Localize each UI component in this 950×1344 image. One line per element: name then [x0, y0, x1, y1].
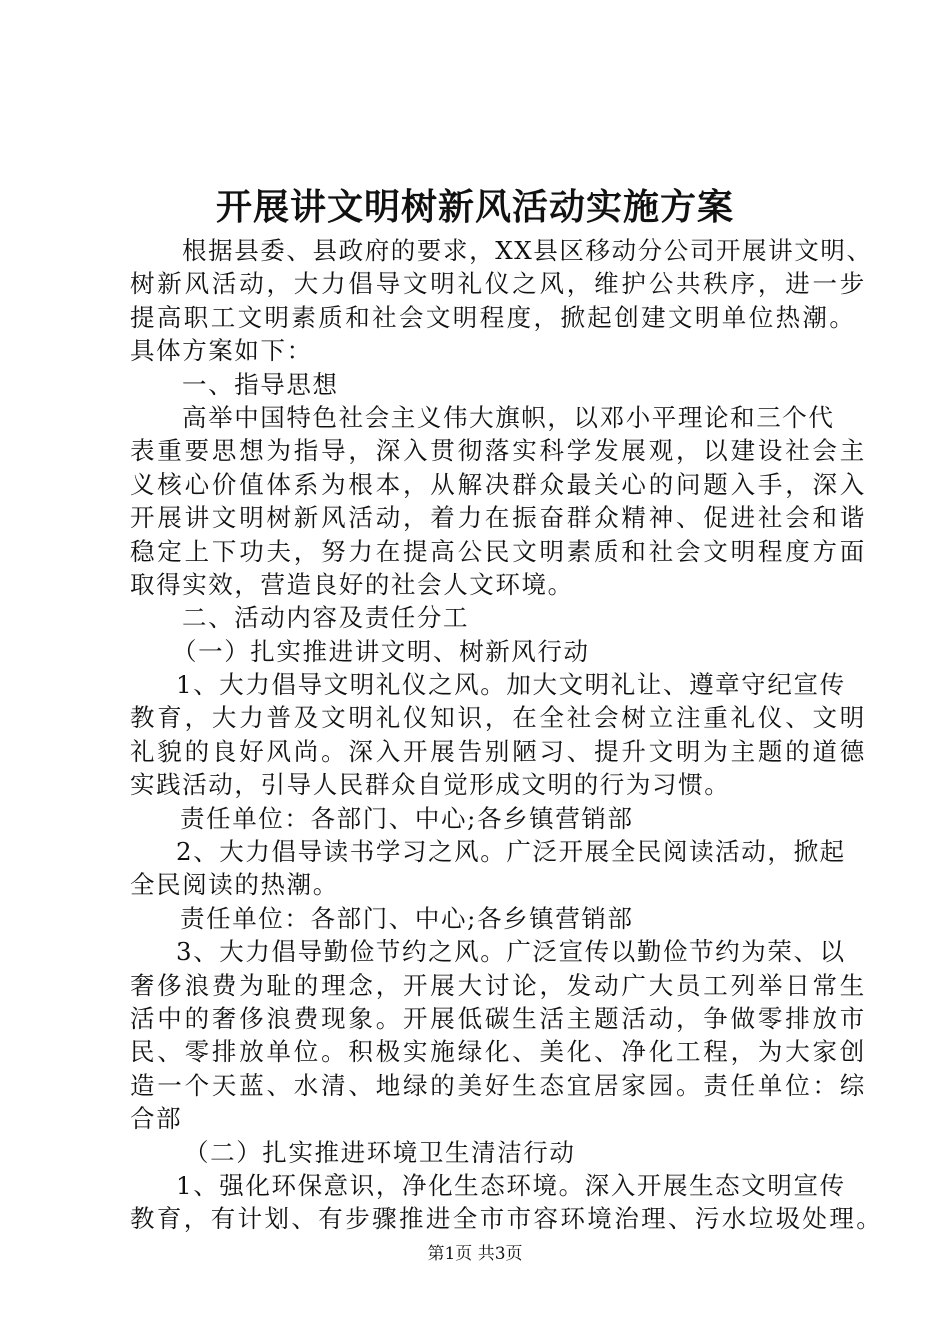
- section-heading: 一、指导思想: [182, 369, 339, 399]
- paragraph-line: 表重要思想为指导，深入贯彻落实科学发展观，以建设社会主: [130, 436, 868, 466]
- subsection-heading: （一）扎实推进讲文明、树新风行动: [172, 636, 590, 666]
- paragraph-line: 造一个天蓝、水清、地绿的美好生态宜居家园。责任单位：综: [130, 1070, 868, 1100]
- paragraph-line: 1、大力倡导文明礼仪之风。加大文明礼让、遵章守纪宣传: [176, 670, 846, 700]
- document-title: 开展讲文明树新风活动实施方案: [215, 186, 734, 228]
- paragraph-line: 合部: [130, 1104, 183, 1134]
- page-number: 第1页 共3页: [427, 1244, 523, 1264]
- responsibility-line: 责任单位：各部门、中心;各乡镇营销部: [180, 803, 634, 833]
- paragraph-line: 活中的奢侈浪费现象。开展低碳生活主题活动，争做零排放市: [130, 1003, 868, 1033]
- paragraph-line: 教育，有计划、有步骤推进全市市容环境治理、污水垃圾处理。: [130, 1204, 884, 1234]
- paragraph-line: 2、大力倡导读书学习之风。广泛开展全民阅读活动，掀起: [176, 837, 846, 867]
- subsection-heading: （二）扎实推进环境卫生清洁行动: [184, 1137, 576, 1167]
- paragraph-line: 全民阅读的热潮。: [130, 870, 339, 900]
- paragraph-line: 树新风活动，大力倡导文明礼仪之风，维护公共秩序，进一步: [130, 269, 868, 299]
- section-heading: 二、活动内容及责任分工: [182, 603, 470, 633]
- paragraph-line: 1、强化环保意识，净化生态环境。深入开展生态文明宣传: [176, 1170, 846, 1200]
- paragraph-line: 开展讲文明树新风活动，着力在振奋群众精神、促进社会和谐: [130, 503, 868, 533]
- responsibility-line: 责任单位：各部门、中心;各乡镇营销部: [180, 903, 634, 933]
- paragraph-line: 义核心价值体系为根本，从解决群众最关心的问题入手，深入: [130, 469, 868, 499]
- paragraph-line: 教育，大力普及文明礼仪知识，在全社会树立注重礼仪、文明: [130, 703, 868, 733]
- paragraph-line: 取得实效，营造良好的社会人文环境。: [130, 569, 574, 599]
- paragraph-line: 实践活动，引导人民群众自觉形成文明的行为习惯。: [130, 770, 731, 800]
- paragraph-line: 礼貌的良好风尚。深入开展告别陋习、提升文明为主题的道德: [130, 736, 868, 766]
- paragraph-line: 民、零排放单位。积极实施绿化、美化、净化工程，为大家创: [130, 1037, 868, 1067]
- paragraph-line: 根据县委、县政府的要求，XX县区移动分公司开展讲文明、: [182, 236, 873, 265]
- paragraph-line: 稳定上下功夫，努力在提高公民文明素质和社会文明程度方面: [130, 536, 868, 566]
- paragraph-line: 奢侈浪费为耻的理念，开展大讨论，发动广大员工列举日常生: [130, 970, 868, 1000]
- paragraph-line: 具体方案如下：: [130, 336, 313, 366]
- paragraph-line: 3、大力倡导勤俭节约之风。广泛宣传以勤俭节约为荣、以: [176, 937, 846, 967]
- paragraph-line: 高举中国特色社会主义伟大旗帜，以邓小平理论和三个代: [182, 402, 835, 432]
- paragraph-line: 提高职工文明素质和社会文明程度，掀起创建文明单位热潮。: [130, 302, 857, 332]
- document-body: [130, 234, 884, 1236]
